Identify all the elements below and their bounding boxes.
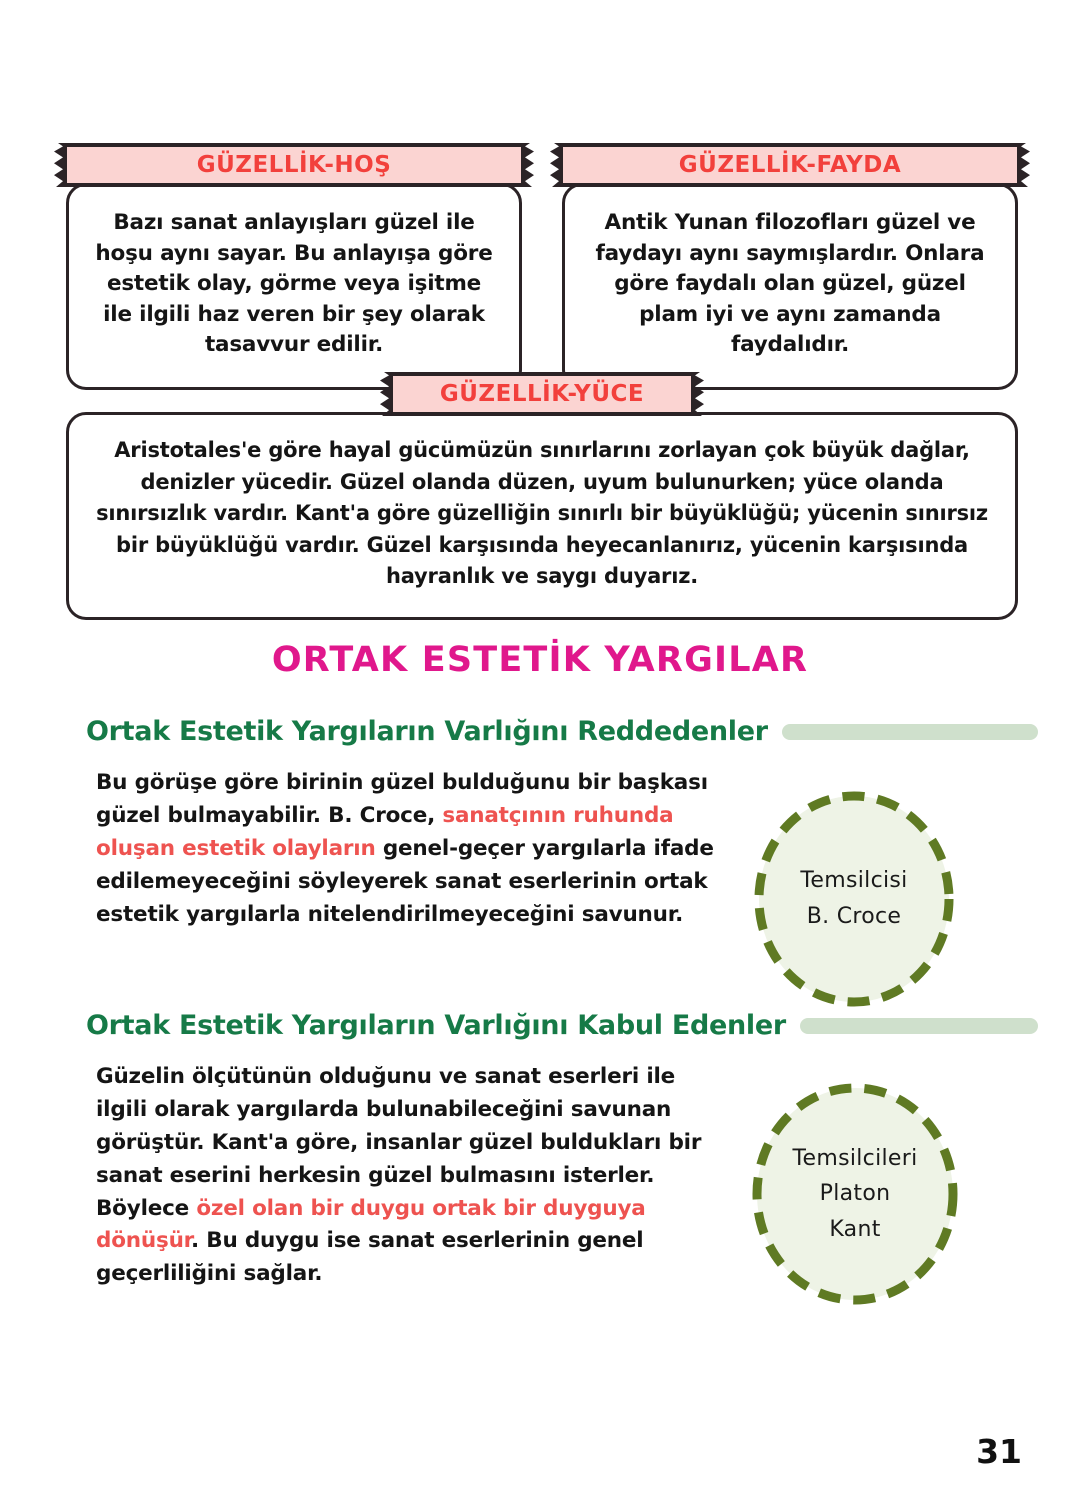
zigzag-right-icon [521, 143, 538, 187]
page-number: 31 [976, 1432, 1022, 1471]
badge-role-label: Temsilcileri [792, 1145, 918, 1171]
card-tab-label: GÜZELLİK-YÜCE [439, 381, 645, 407]
badge-content [800, 863, 907, 934]
heading-accent-bar [782, 724, 1038, 740]
paragraph-run: Güzelin ölçütünün olduğunu ve sanat eserleri ile ilgili olarak yargılarda bulunabileceğini savunan görüştür. Kant'a göre, insanlar güzel buldukları bir sanat eserini herkesin güzel bulmasını isterler. Böylece [96, 1064, 702, 1221]
badge-content [793, 1141, 918, 1248]
paragraph-run: . Bu duygu ise sanat eserlerinin genel geçerliliğini sağlar. [96, 1228, 644, 1287]
zigzag-left-icon [376, 372, 393, 416]
card-body-text: Antik Yunan filozofları güzel ve faydayı aynı saymışlardır. Onlara göre faydalı olan güzel, güzel plam iyi ve aynı zamanda faydalıdır. [595, 210, 985, 358]
highlighted-phrase: sanatçının ruhunda oluşan estetik olayların [96, 802, 674, 861]
badge-role-label: Temsilcisi [800, 868, 908, 894]
subsection-content [0, 1061, 1080, 1305]
paragraph-run: genel-geçer yargılarla ifade edilemeyeceğini söyleyerek sanat eserlerinin ortak estetik yargılarla nitelendirilmeyeceğini savunur. [96, 835, 714, 927]
subsection-heading-row [0, 1010, 1080, 1041]
zigzag-right-icon [691, 372, 708, 416]
card-body [562, 183, 1018, 390]
card-guzellik-fayda [562, 143, 1018, 390]
card-tab-label: GÜZELLİK-HOŞ [196, 152, 392, 178]
subsection-paragraph [96, 1061, 728, 1291]
subsection-kabul-edenler [0, 1010, 1080, 1305]
subsection-reddedenler [0, 716, 1080, 1007]
card-body-text: Aristotales'e göre hayal gücümüzün sınırlarını zorlayan çok büyük dağlar, denizler yücedir. Güzel olanda düzen, uyum bulunurken; yüce olanda sınırsızlık vardır. Kant'a göre güzelliğin sınırlı bir büyüklüğü; yücenin sınırsız bir büyüklüğü vardır. Güzel karşısında heyecanlanırız, yücenin karşısında hayranlık ve saygı duyarız. [96, 438, 988, 588]
highlighted-phrase: özel olan bir duygu ortak bir duyguya dönüşür [96, 1195, 646, 1254]
badge-name: B. Croce [806, 904, 902, 929]
card-tab-banner [66, 143, 522, 187]
paragraph-run: Bu görüşe göre birinin güzel bulduğunu bir başkası güzel bulmayabilir. B. Croce, [96, 770, 708, 828]
subsection-heading: Ortak Estetik Yargıların Varlığını Kabul Edenler [86, 1010, 786, 1041]
representative-badge [754, 791, 954, 1007]
card-body-text: Bazı sanat anlayışları güzel ile hoşu aynı sayar. Bu anlayışa göre estetik olay, görme veya işitme ile ilgili haz veren bir şey olarak tasavvur edilir. [95, 210, 493, 358]
card-tab-banner [562, 143, 1018, 187]
subsection-content [0, 767, 1080, 1007]
zigzag-right-icon [1017, 143, 1034, 187]
badge-name: Kant [829, 1216, 881, 1242]
subsection-heading: Ortak Estetik Yargıların Varlığını Reddedenler [86, 716, 768, 747]
card-tab-label: GÜZELLİK-FAYDA [678, 152, 902, 178]
card-guzellik-yuce [66, 372, 1018, 620]
badge-name: Platon [819, 1181, 891, 1207]
zigzag-left-icon [50, 143, 67, 187]
representative-badge [752, 1083, 958, 1305]
card-tab-banner [392, 372, 692, 416]
subsection-paragraph [96, 767, 728, 931]
heading-accent-bar [800, 1018, 1038, 1034]
card-body [66, 412, 1018, 620]
page-title: ORTAK ESTETİK YARGILAR [271, 640, 809, 680]
zigzag-left-icon [546, 143, 563, 187]
card-guzellik-hos [66, 143, 522, 390]
subsection-heading-row [0, 716, 1080, 747]
card-body [66, 183, 522, 390]
guzellik-cards-row [66, 143, 1018, 390]
